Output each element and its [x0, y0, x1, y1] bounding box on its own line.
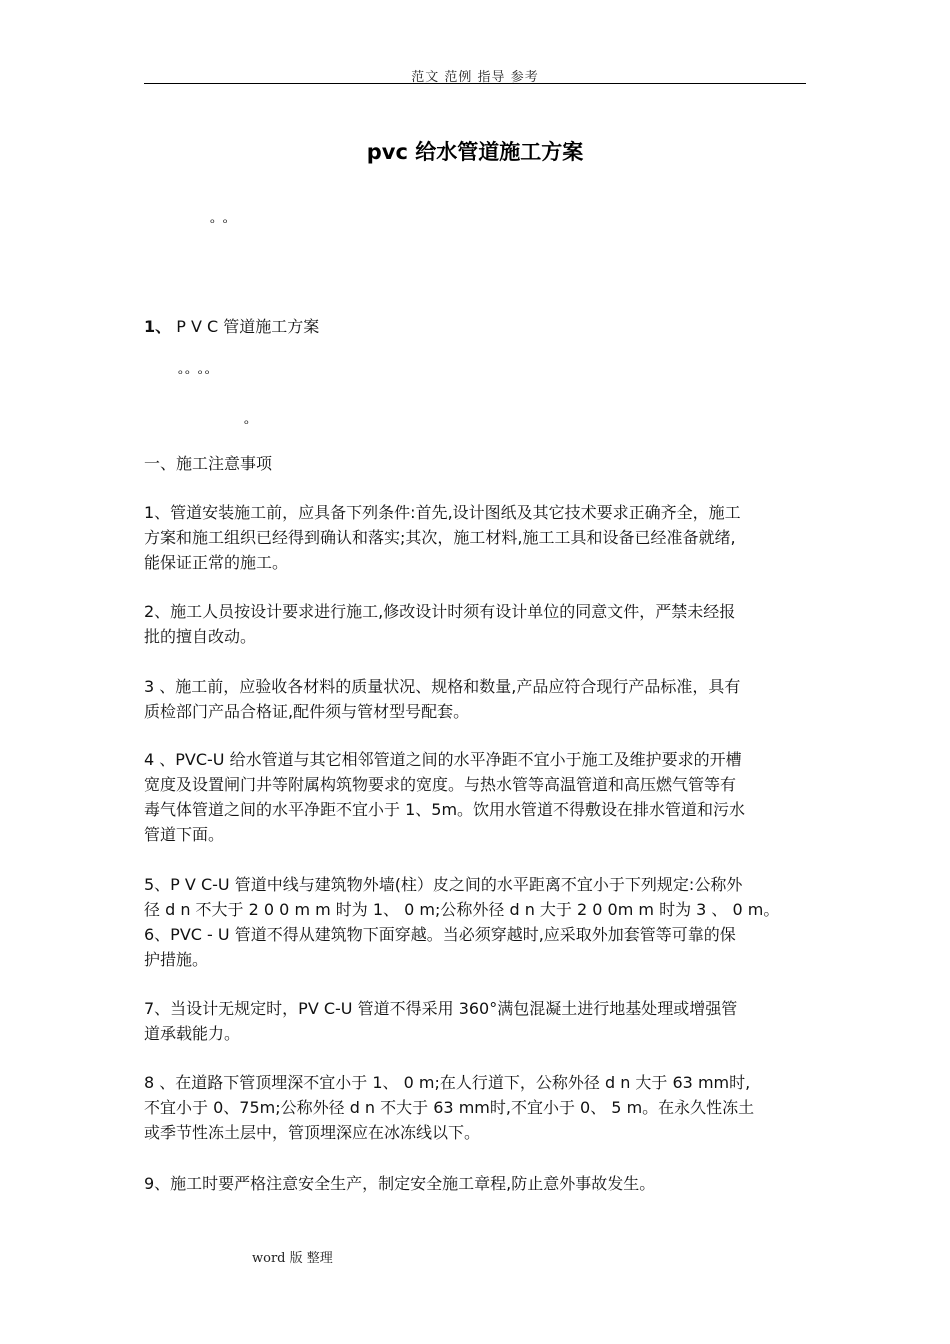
paragraph-line: 4 、PVC-U 给水管道与其它相邻管道之间的水平净距不宜小于施工及维护要求的开槽 [144, 750, 742, 769]
sub-heading: 一、施工注意事项 [144, 454, 273, 473]
paragraph-2 [144, 599, 806, 649]
paragraph-line: 能保证正常的施工。 [144, 553, 289, 572]
section-number: 1、 [144, 317, 172, 336]
header-rule [144, 83, 806, 84]
section-heading [144, 314, 319, 337]
paragraph-5 [144, 872, 806, 972]
paragraph-line: 3 、施工前，应验收各材料的质量状况、规格和数量,产品应符合现行产品标准，具有 [144, 677, 741, 696]
paragraph-line: 宽度及设置闸门井等附属构筑物要求的宽度。与热水管等高温管道和高压燃气管等有 [144, 775, 737, 794]
paragraph-line: 6、PVC - U 管道不得从建筑物下面穿越。当必须穿越时,应采取外加套管等可靠的保 [144, 925, 736, 944]
paragraph-line: 护措施。 [144, 950, 209, 969]
paragraph-line: 8 、在道路下管顶埋深不宜小于 1、 0 m;在人行道下，公称外径 d n 大于 63 mm时, [144, 1073, 751, 1092]
section-title: P V C 管道施工方案 [171, 317, 320, 336]
paragraph-3 [144, 674, 806, 724]
paragraph-line: 道承载能力。 [144, 1024, 241, 1043]
paragraph-7 [144, 996, 806, 1046]
paragraph-4 [144, 747, 806, 847]
paragraph-line: 质检部门产品合格证,配件须与管材型号配套。 [144, 702, 470, 721]
mark-row-1: ᵒ ᵒ [210, 216, 230, 230]
mark-row-2: ᵒᵒ ᵒᵒ [178, 367, 212, 381]
paragraph-line: 批的擅自改动。 [144, 627, 257, 646]
paragraph-line: 5、P V C-U 管道中线与建筑物外墙(柱）皮之间的水平距离不宜小于下列规定:公称外 [144, 875, 743, 894]
document-title: pvc 给水管道施工方案 [366, 140, 584, 164]
paragraph-line: 毒气体管道之间的水平净距不宜小于 1、5m。饮用水管道不得敷设在排水管道和污水 [144, 800, 746, 819]
paragraph-line: 径 d n 不大于 2 0 0 m m 时为 1、 0 m;公称外径 d n 大于 2 0 0m m 时为 3 、 0 m。 [144, 900, 780, 919]
mark-row-3: ᵒ [244, 417, 251, 431]
paragraph-8 [144, 1070, 806, 1145]
paragraph-line: 方案和施工组织已经得到确认和落实;其次，施工材料,施工工具和设备已经准备就绪, [144, 528, 736, 547]
paragraph-line: 7、当设计无规定时，PV C-U 管道不得采用 360°满包混凝土进行地基处理或增强管 [144, 999, 738, 1018]
paragraph-line: 不宜小于 0、75m;公称外径 d n 不大于 63 mm时,不宜小于 0、 5 m。在永久性冻土 [144, 1098, 755, 1117]
page-header: 范文 范例 指导 参考 [411, 70, 539, 85]
paragraph-line: 或季节性冻土层中，管顶埋深应在冰冻线以下。 [144, 1123, 481, 1142]
paragraph-line: 9、施工时要严格注意安全生产，制定安全施工章程,防止意外事故发生。 [144, 1174, 656, 1193]
paragraph-line: 1、管道安装施工前，应具备下列条件:首先,设计图纸及其它技术要求正确齐全，施工 [144, 503, 741, 522]
paragraph-9 [144, 1171, 806, 1196]
paragraph-1 [144, 500, 806, 575]
paragraph-line: 管道下面。 [144, 825, 225, 844]
page-footer: word 版 整理 [252, 1251, 333, 1266]
paragraph-line: 2、施工人员按设计要求进行施工,修改设计时须有设计单位的同意文件，严禁未经报 [144, 602, 736, 621]
